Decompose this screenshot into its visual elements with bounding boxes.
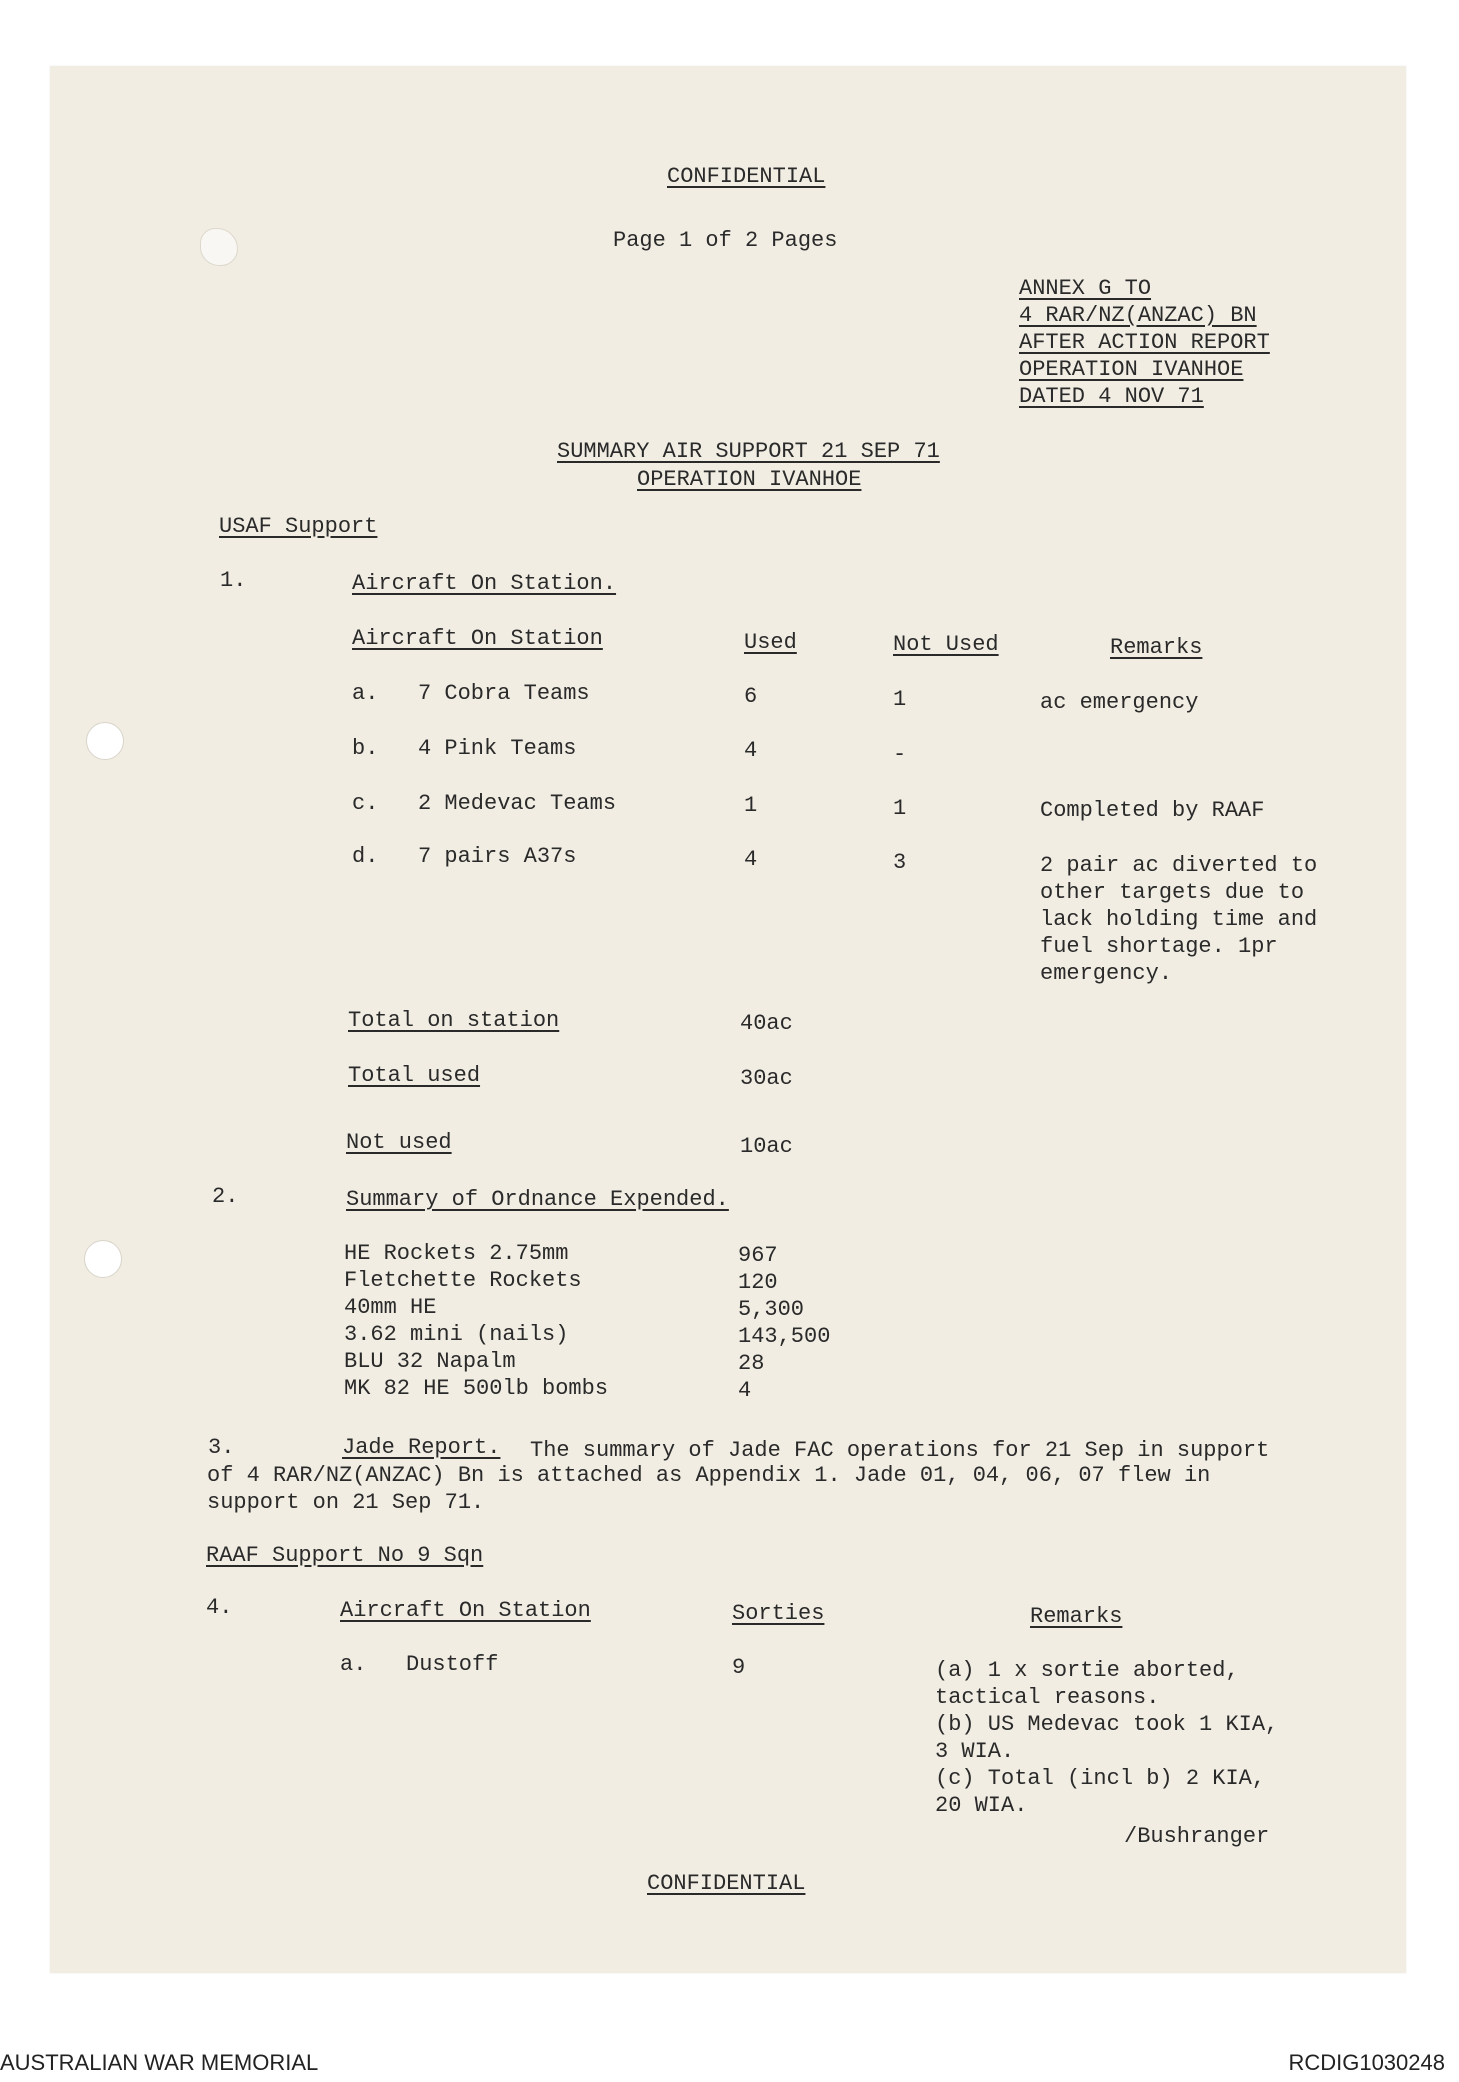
row-used: 6 [744,684,758,709]
ordnance-name: Fletchette Rockets [344,1268,582,1293]
row-aircraft: 2 Medevac Teams [418,791,617,816]
para3-text: of 4 RAR/NZ(ANZAC) Bn is attached as Appendix 1. Jade 01, 04, 06, 07 flew in [207,1463,1211,1488]
row-used: 1 [744,793,758,818]
ordnance-name: 3.62 mini (nails) [344,1322,569,1347]
row-used: 4 [744,847,758,872]
ordnance-name: 40mm HE [344,1295,437,1320]
page-info: Page 1 of 2 Pages [613,228,838,253]
row-letter: c. [352,791,379,816]
remarks-line: other targets due to [1040,880,1305,905]
ordnance-qty: 143,500 [738,1324,831,1349]
remarks-line: (c) Total (incl b) 2 KIA, [935,1766,1266,1791]
para3-heading: Jade Report. [342,1435,501,1460]
ordnance-qty: 4 [738,1378,752,1403]
punch-hole-top [86,722,124,760]
row-aircraft: 7 pairs A37s [418,844,577,869]
remarks-line: 20 WIA. [935,1793,1028,1818]
classification-top: CONFIDENTIAL [667,164,826,189]
ordnance-qty: 5,300 [738,1297,805,1322]
para2-heading: Summary of Ordnance Expended. [346,1187,729,1212]
para1-heading: Aircraft On Station. [352,571,617,596]
para2-number: 2. [212,1184,239,1209]
ordnance-name: MK 82 HE 500lb bombs [344,1376,609,1401]
annex-line: 4 RAR/NZ(ANZAC) BN [1019,303,1257,328]
row-remarks: Completed by RAAF [1040,798,1265,823]
total-value: 40ac [740,1011,793,1036]
ordnance-qty: 120 [738,1270,778,1295]
punch-hole-bottom [84,1240,122,1278]
row-not-used: 1 [893,687,907,712]
remarks-line: (a) 1 x sortie aborted, [935,1658,1239,1683]
col-aircraft-header: Aircraft On Station [340,1598,591,1623]
remarks-line: lack holding time and [1040,907,1318,932]
annex-reference [1019,275,1270,410]
ordnance-qty: 28 [738,1351,765,1376]
row-letter: d. [352,844,379,869]
row-letter: a. [340,1652,367,1677]
continuation-word: /Bushranger [1124,1824,1270,1849]
ordnance-name: HE Rockets 2.75mm [344,1241,569,1266]
row-aircraft: 7 Cobra Teams [418,681,590,706]
para3-number: 3. [208,1435,235,1460]
raaf-heading: RAAF Support No 9 Sqn [206,1543,484,1568]
usaf-heading: USAF Support [219,514,378,539]
para1-number: 1. [220,568,247,593]
annex-line: DATED 4 NOV 71 [1019,384,1204,409]
ordnance-name: BLU 32 Napalm [344,1349,516,1374]
title-line2: OPERATION IVANHOE [637,467,862,492]
remarks-line: tactical reasons. [935,1685,1160,1710]
para4-number: 4. [206,1595,233,1620]
para3-text: support on 21 Sep 71. [207,1490,485,1515]
annex-line: OPERATION IVANHOE [1019,357,1244,382]
ordnance-quantities [738,1242,830,1404]
col-not-used-header: Not Used [893,632,999,657]
total-label: Total on station [348,1008,560,1033]
total-value: 30ac [740,1066,793,1091]
title-line1: SUMMARY AIR SUPPORT 21 SEP 71 [557,439,940,464]
row-letter: b. [352,736,379,761]
row-remarks [935,1657,1278,1819]
col-remarks-header: Remarks [1110,635,1203,660]
row-remarks: ac emergency [1040,690,1199,715]
row-letter: a. [352,681,379,706]
classification-bottom: CONFIDENTIAL [647,1871,806,1896]
remarks-line: 2 pair ac diverted to [1040,853,1318,878]
remarks-line: fuel shortage. 1pr [1040,934,1278,959]
row-aircraft: Dustoff [406,1652,499,1677]
annex-line: ANNEX G TO [1019,276,1152,301]
row-not-used: 3 [893,850,907,875]
remarks-line: emergency. [1040,961,1173,986]
para3-text: The summary of Jade FAC operations for 21 Sep in support [530,1438,1270,1463]
ordnance-names [344,1240,608,1402]
row-used: 4 [744,738,758,763]
total-value: 10ac [740,1134,793,1159]
total-label: Not used [346,1130,452,1155]
col-sorties-header: Sorties [732,1601,825,1626]
row-remarks [1040,852,1317,987]
row-aircraft: 4 Pink Teams [418,736,577,761]
torn-corner [200,228,238,266]
row-not-used: 1 [893,796,907,821]
col-aircraft-header: Aircraft On Station [352,626,603,651]
total-label: Total used [348,1063,481,1088]
annex-line: AFTER ACTION REPORT [1019,330,1270,355]
col-remarks-header: Remarks [1030,1604,1123,1629]
archive-label: AUSTRALIAN WAR MEMORIAL [0,2050,319,2075]
remarks-line: 3 WIA. [935,1739,1015,1764]
ordnance-qty: 967 [738,1243,778,1268]
row-sorties: 9 [732,1655,746,1680]
row-not-used: - [893,742,907,767]
archive-id: RCDIG1030248 [1288,2050,1445,2075]
remarks-line: (b) US Medevac took 1 KIA, [935,1712,1279,1737]
col-used-header: Used [744,630,797,655]
